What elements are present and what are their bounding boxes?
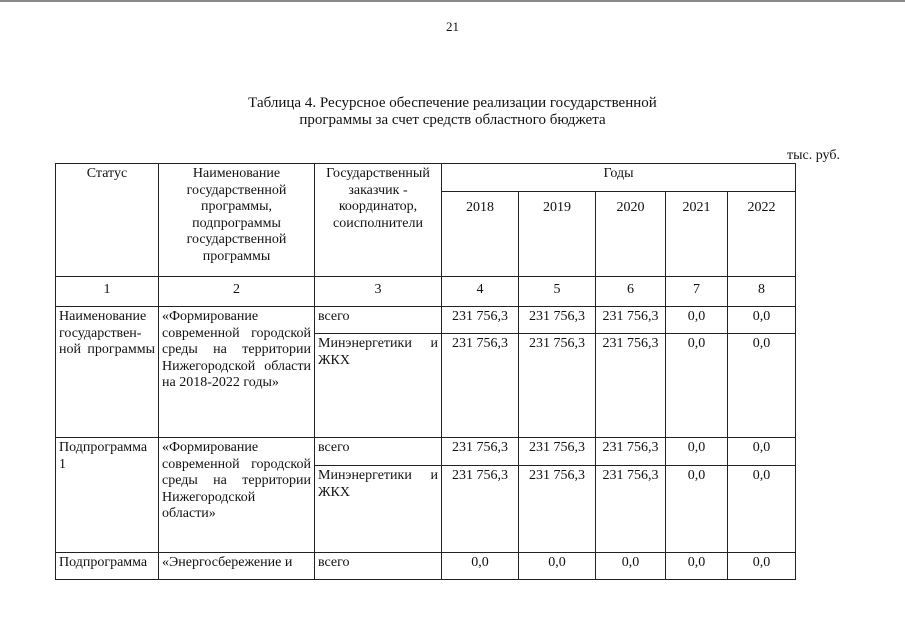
header-customer-line: соисполнители [332, 215, 423, 231]
row-program-name: «Энергосбережение и [159, 553, 315, 580]
header-name-line: государственной [186, 232, 287, 247]
value-cell: 231 756,3 [519, 334, 596, 438]
value-cell: 231 756,3 [596, 334, 666, 438]
col-number: 5 [519, 277, 596, 307]
row-status: Подпрограмма 1 [56, 438, 159, 553]
top-rule [0, 0, 905, 2]
column-number-row [56, 277, 796, 307]
table-row [56, 438, 796, 466]
value-cell: 0,0 [666, 466, 728, 553]
table-title-line-2: программы за счет средств областного бюджета [299, 112, 606, 128]
value-cell: 0,0 [666, 334, 728, 438]
value-cell: 0,0 [442, 553, 519, 580]
header-year-2021: 2021 [666, 192, 728, 277]
value-cell: 231 756,3 [596, 466, 666, 553]
row-status: Наименование государствен-ной программы [56, 307, 159, 438]
header-year-2019: 2019 [519, 192, 596, 277]
value-cell: 231 756,3 [519, 466, 596, 553]
value-cell: 231 756,3 [519, 307, 596, 334]
header-year-2022: 2022 [728, 192, 796, 277]
table-row [56, 553, 796, 580]
row-customer: всего [315, 307, 442, 334]
value-cell: 231 756,3 [442, 307, 519, 334]
header-customer [315, 164, 442, 277]
row-program-name: «Формирование современной городской среды на территории Нижегородской области» [159, 438, 315, 553]
row-program-name: «Формирование современной городской среды на территории Нижегородской области на 2018-2022 годы» [159, 307, 315, 438]
table-title [0, 95, 905, 129]
value-cell: 0,0 [728, 307, 796, 334]
header-customer-line: координатор, [338, 199, 418, 214]
value-cell: 231 756,3 [596, 307, 666, 334]
col-number: 7 [666, 277, 728, 307]
row-customer: всего [315, 553, 442, 580]
row-customer: Минэнергетики и ЖКХ [315, 334, 442, 438]
col-number: 1 [56, 277, 159, 307]
value-cell: 231 756,3 [442, 438, 519, 466]
value-cell: 231 756,3 [442, 334, 519, 438]
header-name-line: подпрограммы [192, 215, 281, 231]
col-number: 3 [315, 277, 442, 307]
value-cell: 231 756,3 [519, 438, 596, 466]
value-cell: 231 756,3 [442, 466, 519, 553]
table-row [56, 307, 796, 334]
value-cell: 0,0 [728, 553, 796, 580]
header-name-line: Наименование [192, 166, 281, 181]
header-years: Годы [442, 164, 796, 192]
header-program-name [159, 164, 315, 277]
resource-table [55, 163, 796, 580]
row-status: Подпрограмма [56, 553, 159, 580]
value-cell: 0,0 [666, 307, 728, 334]
value-cell: 0,0 [596, 553, 666, 580]
value-cell: 0,0 [666, 553, 728, 580]
header-row-1 [56, 164, 796, 192]
row-customer: всего [315, 438, 442, 466]
value-cell: 0,0 [666, 438, 728, 466]
value-cell: 0,0 [728, 334, 796, 438]
header-name-line: программы, [200, 199, 273, 214]
header-customer-line: Государственный [326, 166, 430, 181]
page-number: 21 [446, 19, 459, 34]
col-number: 2 [159, 277, 315, 307]
value-cell: 0,0 [728, 438, 796, 466]
units-label: тыс. руб. [787, 148, 840, 163]
header-year-2020: 2020 [596, 192, 666, 277]
header-name-line: государственной [186, 182, 287, 198]
header-customer-line: заказчик - [348, 182, 408, 198]
header-name-line: программы [202, 248, 271, 264]
row-customer: Минэнергетики и ЖКХ [315, 466, 442, 553]
value-cell: 0,0 [728, 466, 796, 553]
header-year-2018: 2018 [442, 192, 519, 277]
col-number: 4 [442, 277, 519, 307]
value-cell: 231 756,3 [596, 438, 666, 466]
value-cell: 0,0 [519, 553, 596, 580]
header-status: Статус [56, 164, 159, 277]
col-number: 8 [728, 277, 796, 307]
table-title-line-1: Таблица 4. Ресурсное обеспечение реализации государственной [248, 95, 657, 111]
col-number: 6 [596, 277, 666, 307]
